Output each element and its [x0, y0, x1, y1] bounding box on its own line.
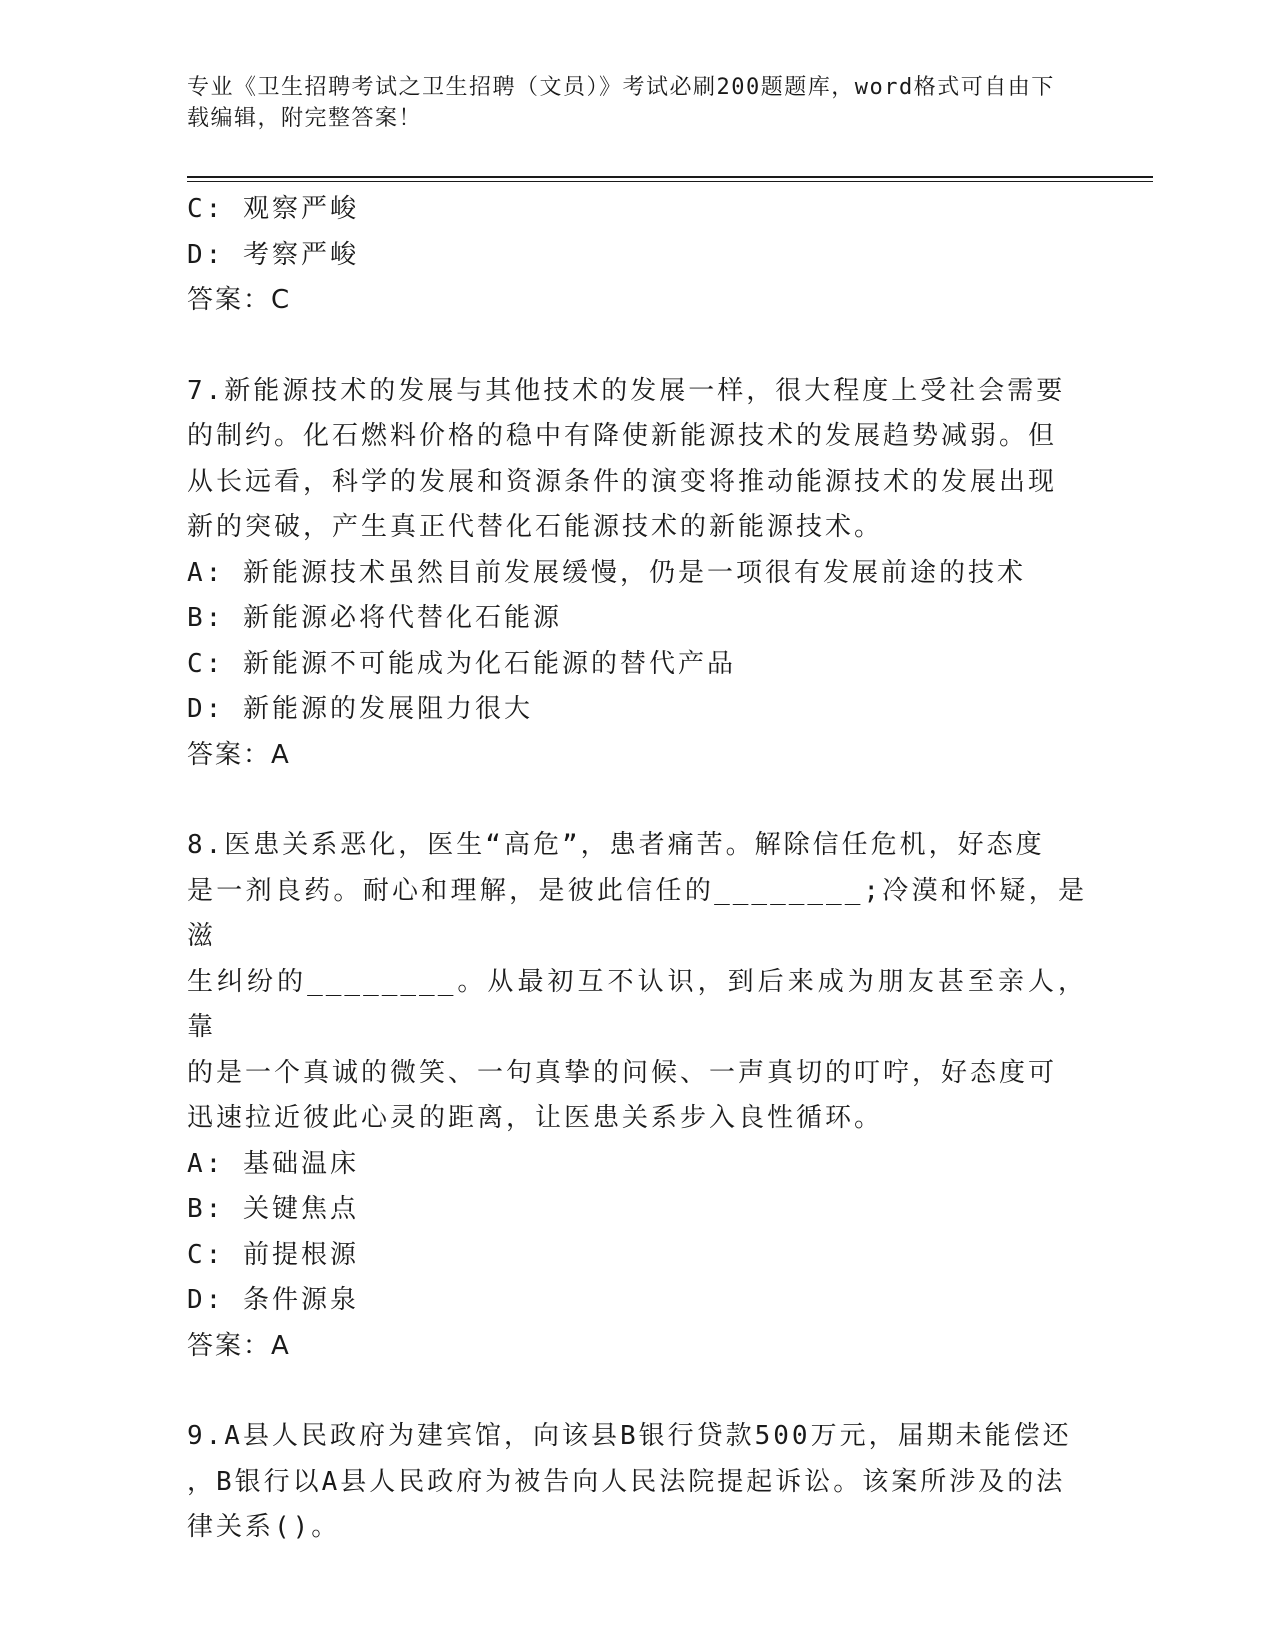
stem-line: ，B银行以A县人民政府为被告向人民法院提起诉讼。该案所涉及的法: [187, 1466, 1066, 1497]
question-9: [187, 1414, 1087, 1551]
option-d: D: 条件源泉: [187, 1285, 359, 1315]
option-d: D: 考察严峻: [187, 239, 359, 270]
stem-line: 从长远看，科学的发展和资源条件的演变将推动能源技术的发展出现: [187, 466, 1058, 497]
stem-line: 生纠纷的________。从最初互不认识，到后来成为朋友甚至亲人，靠: [187, 966, 1087, 1042]
stem-line: 律关系()。: [187, 1512, 341, 1542]
stem-line: 9.A县人民政府为建宾馆，向该县B银行贷款500万元，届期未能偿还: [187, 1421, 1072, 1451]
option-a: A: 新能源技术虽然目前发展缓慢，仍是一项很有发展前途的技术: [187, 557, 1026, 588]
stem-line: 新的突破，产生真正代替化石能源技术的新能源技术。: [187, 512, 884, 542]
stem-line: 7.新能源技术的发展与其他技术的发展一样，很大程度上受社会需要: [187, 375, 1066, 406]
option-c: C: 前提根源: [187, 1239, 359, 1270]
option-b: B: 新能源必将代替化石能源: [187, 603, 562, 633]
question-7: [187, 369, 1087, 779]
header-title: 专业《卫生招聘考试之卫生招聘（文员）》考试必刷200题题库，word格式可自由下载编辑，附完整答案！: [187, 75, 1055, 131]
answer-line: 答案：A: [187, 739, 291, 770]
stem-line: 8.医患关系恶化，医生“高危”，患者痛苦。解除信任危机，好态度: [187, 830, 1045, 860]
stem-line: 的制约。化石燃料价格的稳中有降使新能源技术的发展趋势减弱。但: [187, 421, 1058, 451]
stem-line: 的是一个真诚的微笑、一句真挚的问候、一声真切的叮咛，好态度可: [187, 1057, 1058, 1088]
question-stem: [187, 369, 1087, 551]
question-stem: [187, 1414, 1087, 1551]
question-8: [187, 823, 1087, 1369]
header-divider-thin: [187, 181, 1153, 182]
page-header: [187, 72, 1067, 134]
answer-line: 答案：C: [187, 285, 292, 315]
option-c: C: 观察严峻: [187, 194, 359, 224]
option-a: A: 基础温床: [187, 1148, 359, 1179]
stem-line: 迅速拉近彼此心灵的距离，让医患关系步入良性循环。: [187, 1103, 884, 1133]
option-d: D: 新能源的发展阻力很大: [187, 694, 533, 724]
answer-line: 答案：A: [187, 1330, 291, 1361]
prev-question-tail: [187, 187, 1087, 324]
option-b: B: 关键焦点: [187, 1194, 359, 1224]
question-stem: [187, 823, 1087, 1142]
header-divider-thick: [187, 176, 1153, 178]
stem-line: 是一剂良药。耐心和理解，是彼此信任的________;冷漠和怀疑，是滋: [187, 875, 1087, 951]
question-content: [187, 187, 1087, 1551]
option-c: C: 新能源不可能成为化石能源的替代产品: [187, 648, 736, 679]
